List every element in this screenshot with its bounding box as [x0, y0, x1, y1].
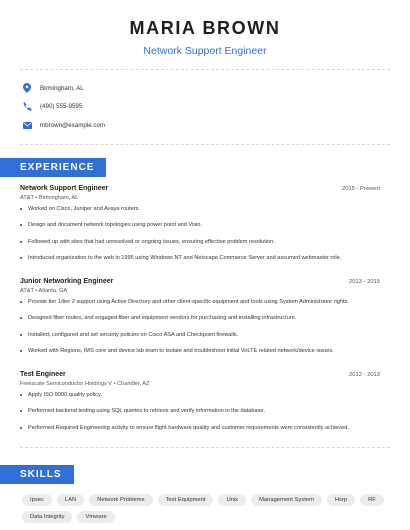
job-bullet: Installed, configured and set security policies on Cisco ASA and Checkpoint firewalls. [20, 332, 380, 349]
job-bullet: Designed fiber routes, and engaged fiber and equipment vendors for purchasing and installing infrastructure. [20, 315, 380, 332]
experience-section [0, 157, 410, 442]
contact-email [22, 116, 390, 135]
job-dates: 2013 - 2015 [349, 278, 380, 285]
candidate-role: Network Support Engineer [143, 45, 267, 57]
job-bullets [20, 299, 380, 365]
divider [20, 144, 390, 145]
skill-tag: Ipsec [22, 494, 52, 506]
job-bullet: Design and document network topologies using power point and Visio. [20, 222, 380, 239]
job-bullet: Followed up with sites that had unresolved or ongoing issues, ensuring effective problem resolution. [20, 239, 380, 256]
section-title-skills: SKILLS [0, 465, 74, 484]
skill-tag: RF [360, 494, 384, 506]
job-bullet: Introduced organization to the web in 1995 using Windows NT and Netscape Commerce Server and assumed webmaster role. [20, 255, 380, 272]
job-entry [20, 278, 380, 365]
job-bullet: Performed Required Engineering activity to ensure flight hardware quality and customer requirements were consistently achieved. [20, 425, 380, 442]
skill-tag: Management System [251, 494, 322, 506]
job-bullet: Apply ISO 9000 quality policy. [20, 392, 380, 409]
contact-phone-text: (490) 555-9595 [40, 103, 83, 111]
skill-tag: Vmware [77, 511, 114, 523]
job-bullet: Worked on Cisco, Juniper and Avaya routers. [20, 206, 380, 223]
contact-section [0, 70, 410, 144]
skills-section [0, 464, 410, 523]
location-pin-icon [22, 83, 32, 93]
job-list [0, 177, 410, 442]
job-title: Network Support Engineer [20, 184, 109, 192]
phone-icon [22, 102, 32, 112]
job-company-location: AT&T • Atlanta, GA [20, 287, 68, 294]
job-dates: 2012 - 2013 [349, 371, 380, 378]
job-bullet: Worked with Regions, IMS core and device lab team to isolate and troubleshoot initial VoLTE related network/device issues. [20, 348, 380, 365]
resume-header [0, 0, 410, 57]
skill-tag: Network Problems [89, 494, 152, 506]
job-bullets [20, 206, 380, 272]
skill-tag: Data Integrity [22, 511, 72, 523]
section-title-experience: EXPERIENCE [0, 158, 106, 177]
job-bullet: Provide tier 1/tier 2 support using Active Directory and other client-specific equipment and tools using System Administrator rights. [20, 299, 380, 316]
contact-email-text: mbrown@example.com [40, 121, 106, 129]
job-company-location: AT&T • Birmingham, AL [20, 194, 79, 201]
contact-phone [22, 98, 390, 117]
contact-location-text: Birmingham, AL [40, 84, 84, 92]
skill-tag: Hsrp [327, 494, 355, 506]
job-bullet: Performed backend testing using SQL queries to retrieve and verify information in the database. [20, 408, 380, 425]
job-company-location: Freescale Semiconductor Holdings V • Chandler, AZ [20, 380, 150, 387]
skill-list [0, 484, 410, 523]
job-title: Test Engineer [20, 370, 66, 378]
job-title: Junior Networking Engineer [20, 277, 114, 285]
skill-tag: LAN [57, 494, 84, 506]
skill-tag: Test Equipment [158, 494, 214, 506]
job-bullets [20, 392, 380, 442]
email-icon [22, 120, 32, 130]
job-entry [20, 185, 380, 272]
skill-tag: Unix [218, 494, 246, 506]
contact-location [22, 79, 390, 98]
job-entry [20, 371, 380, 442]
job-dates: 2015 - Present [341, 185, 380, 192]
candidate-name: MARIA BROWN [129, 18, 281, 38]
divider [20, 447, 390, 448]
